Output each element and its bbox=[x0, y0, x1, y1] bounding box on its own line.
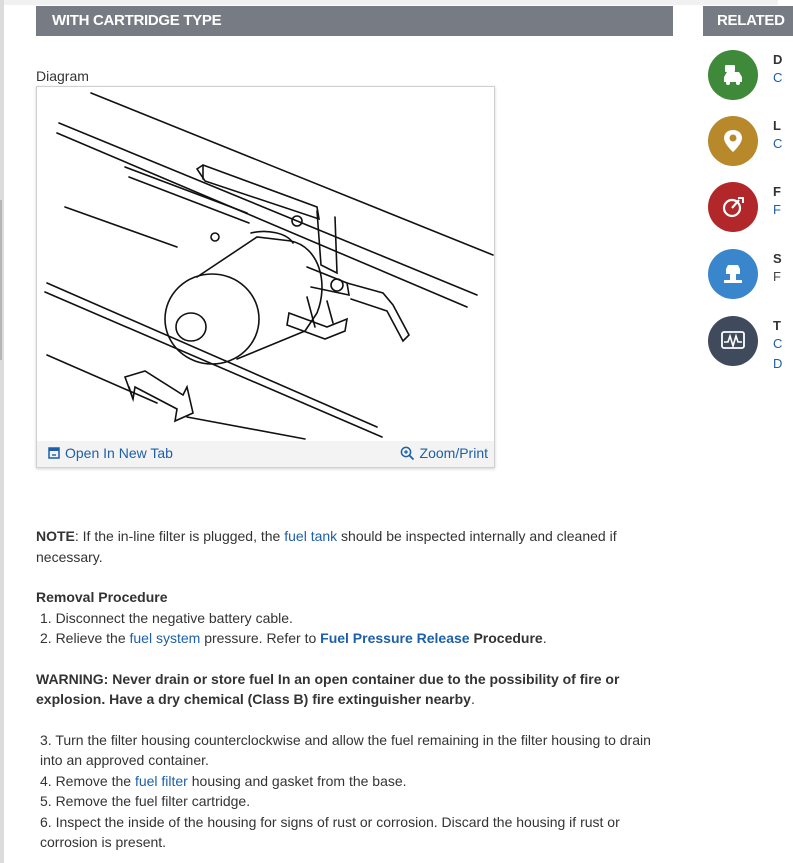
fuel-filter-link[interactable]: fuel filter bbox=[134, 772, 188, 789]
step-5: 5. Remove the fuel filter cartridge. bbox=[40, 793, 251, 809]
related-link-3[interactable]: F bbox=[773, 202, 781, 217]
diagram-card[interactable] bbox=[36, 86, 495, 468]
related-link-5a[interactable]: C bbox=[773, 336, 783, 351]
note-text-1: : If the in-line filter is plugged, the bbox=[74, 528, 285, 544]
step-6: 6. Inspect the inside of the housing for signs of rust or corrosion. Discard the housing if rust or corrosion is present. bbox=[40, 813, 620, 850]
step-3: 3. Turn the filter housing counterclockwise and allow the fuel remaining in the filter housing to drain into an approved container. bbox=[40, 731, 651, 768]
fuel-filter-diagram[interactable] bbox=[37, 87, 494, 441]
related-link-4[interactable]: F bbox=[773, 269, 781, 284]
warning-text: WARNING: Never drain or store fuel In an open container due to the possibility of fire or explosion. Have a dry chemical (Class B) fire extinguisher nearby bbox=[36, 670, 620, 707]
left-border bbox=[0, 0, 4, 863]
related-link-5b[interactable]: D bbox=[773, 356, 783, 371]
car-lift-icon bbox=[720, 261, 746, 287]
fuel-tank-link[interactable]: fuel tank bbox=[284, 528, 338, 544]
related-icon-1 bbox=[708, 50, 758, 100]
step-4-text-b: housing and gasket from the base. bbox=[187, 772, 407, 789]
procedure-content bbox=[36, 526, 676, 853]
step-4-text-a: 4. Remove the bbox=[40, 772, 135, 789]
step-2 bbox=[36, 628, 676, 649]
related-link-1[interactable]: C bbox=[773, 70, 783, 85]
related-icon-2 bbox=[708, 116, 758, 166]
fuel-system-link[interactable]: fuel system bbox=[129, 630, 201, 646]
related-item-3[interactable] bbox=[708, 182, 781, 232]
section-header: WITH CARTRIDGE TYPE bbox=[36, 6, 673, 36]
removal-heading bbox=[36, 587, 676, 608]
related-title-5: T bbox=[773, 318, 781, 333]
removal-heading-text: Removal Procedure bbox=[36, 589, 168, 605]
related-item-2[interactable] bbox=[708, 116, 783, 166]
location-pin-icon bbox=[722, 128, 744, 154]
fuel-pressure-release-link[interactable]: Fuel Pressure Release bbox=[320, 630, 470, 646]
related-icon-5 bbox=[708, 316, 758, 366]
open-tab-label: Open In New Tab bbox=[65, 445, 173, 461]
step-2-text-a: 2. Relieve the bbox=[40, 630, 130, 646]
step-2-period: . bbox=[542, 630, 547, 646]
top-strip bbox=[4, 0, 778, 5]
open-tab-icon bbox=[48, 447, 60, 459]
related-title-4: S bbox=[773, 251, 782, 266]
related-item-5[interactable] bbox=[708, 316, 783, 371]
related-title-1: D bbox=[773, 52, 783, 67]
step-2-procedure: Procedure bbox=[469, 630, 543, 646]
diagram-footer bbox=[37, 441, 494, 467]
warning-end: . bbox=[470, 691, 475, 707]
zoom-print-link[interactable] bbox=[400, 445, 488, 461]
related-header: RELATED bbox=[703, 6, 793, 36]
related-item-1[interactable] bbox=[708, 50, 783, 100]
zoom-icon bbox=[400, 446, 415, 461]
note-text-2: should be inspected internally and cleaned if necessary. bbox=[36, 528, 617, 565]
oscilloscope-icon bbox=[720, 330, 746, 352]
note-prefix: NOTE bbox=[36, 528, 75, 544]
open-in-new-tab-link[interactable] bbox=[48, 445, 173, 461]
gauge-icon bbox=[720, 194, 746, 220]
step-2-text-b: pressure. Refer to bbox=[200, 630, 321, 646]
warning-paragraph bbox=[36, 669, 676, 710]
related-icon-4 bbox=[708, 249, 758, 299]
related-icon-3 bbox=[708, 182, 758, 232]
diagram-label: Diagram bbox=[36, 68, 89, 84]
left-scroll-marker bbox=[0, 200, 2, 360]
zoom-print-label: Zoom/Print bbox=[419, 445, 488, 461]
step-1: 1. Disconnect the negative battery cable. bbox=[40, 609, 293, 626]
related-link-2[interactable]: C bbox=[773, 136, 783, 151]
note-paragraph bbox=[36, 526, 676, 567]
related-item-4[interactable] bbox=[708, 249, 782, 299]
car-service-icon bbox=[720, 62, 746, 88]
related-title-2: L bbox=[773, 118, 781, 133]
related-title-3: F bbox=[773, 184, 781, 199]
step-4 bbox=[36, 771, 676, 792]
